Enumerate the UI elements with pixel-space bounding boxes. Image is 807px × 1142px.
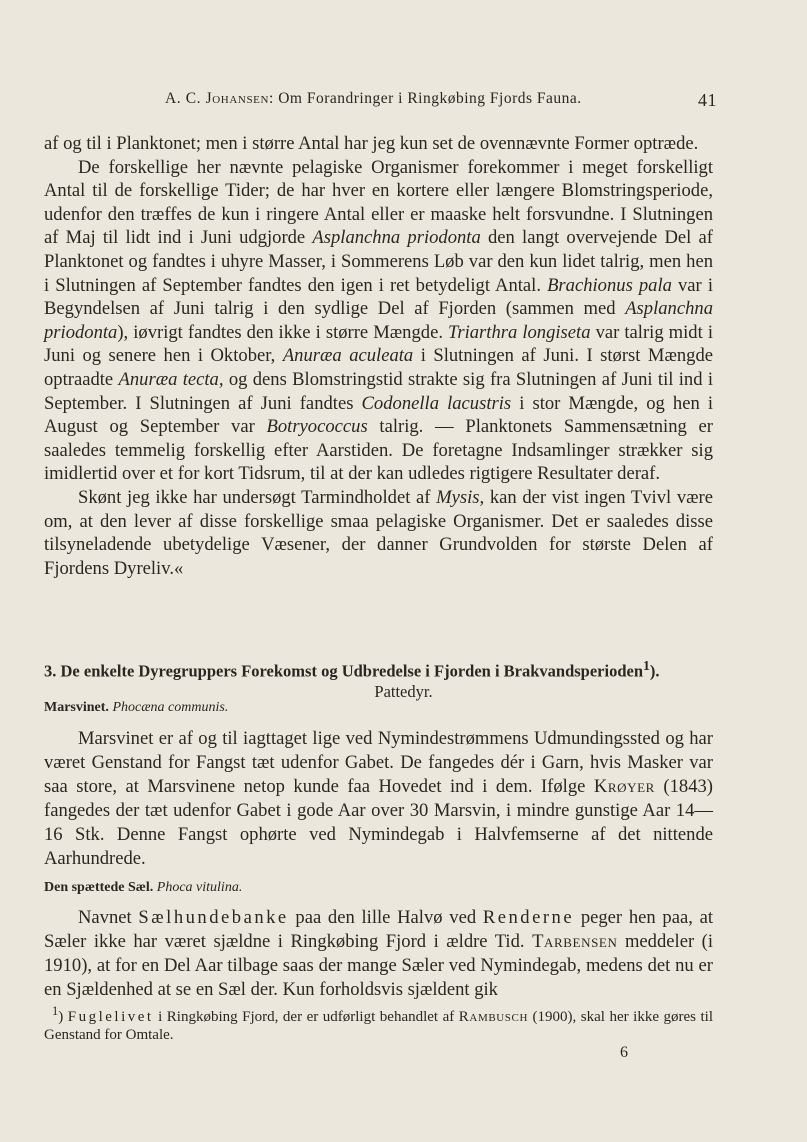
text: ) — [58, 1009, 68, 1025]
text: var talrig midt i Juni og senere hen i Oktober, — [44, 321, 713, 367]
subheading-pattedyr: Pattedyr. — [374, 682, 433, 701]
species-name: Triarthra longiseta — [448, 321, 591, 343]
section-heading — [44, 658, 713, 682]
species-name: Anuræa aculeata — [282, 345, 414, 367]
text: (1900), skal her ikke gøres til Genstand for Omtale. — [44, 1009, 714, 1043]
text: Navnet — [78, 907, 139, 928]
main-text-block — [44, 132, 713, 580]
text: paa den lille Halvø ved — [288, 907, 483, 928]
footnote — [44, 1002, 713, 1044]
section-title: De enkelte Dyregruppers Forekomst og Udbredelse i Fjorden i Brakvandsperioden — [60, 661, 644, 681]
species-common-name: Marsvinet. — [44, 700, 109, 715]
species-name: Anuræa tecta, — [118, 368, 224, 390]
footnote-marker: 1 — [52, 1004, 59, 1018]
text: kan der vist ingen Tvivl være om, at den lever af disse forskellige smaa pelagiske Organismer. Det er saaledes disse tilsyneladende ubetydelige Væsener, der danner Grundvolden for største Delen af Fjordens Dyreliv.« — [44, 486, 713, 579]
footnote-marker: 1 — [643, 658, 650, 673]
text: ). — [649, 661, 660, 681]
author-name: Tarbensen — [532, 931, 618, 952]
text: i Ringkøbing Fjord, der er udførligt behandlet af — [153, 1009, 459, 1025]
text: meddeler (i 1910), at for en Del Aar tilbage saas der mange Sæler ved Nymindegab, medens det nu er en Sjældenhed at se en Sæl der. Kun forholdsvis sjældent gik — [44, 931, 714, 1000]
species-name: Botryococcus — [266, 416, 368, 438]
footnote-text — [44, 1002, 713, 1044]
page-number: 41 — [698, 90, 717, 110]
text: i Slutningen af Juni. I størst Mængde optraadte — [44, 345, 714, 390]
text: Skønt jeg ikke har undersøgt Tarmindholdet af — [78, 486, 437, 508]
text: peger hen paa, at Sæler ikke har været sjældne i Ringkøbing Fjord i ældre Tid. — [44, 907, 714, 952]
signature-mark: 6 — [620, 1044, 628, 1061]
species-name: Asplanchna priodonta — [312, 227, 481, 249]
text: De forskellige her nævnte pelagiske Organismer forekommer i meget forskelligt Antal til de forskellige Tider; de har hver en kortere eller længere Blomstringsperiode, udenfor den træffes de kun i ringere Antal eller er maaske helt forsvundne. I Slutningen af Maj til lidt ind i Juni udgjorde — [44, 156, 713, 249]
text: (1843) fangedes der tæt udenfor Gabet i gode Aar over 30 Marsvin, i mindre gunstige Aar 14—16 Stk. Denne Fangst ophørte ved Nymindegab i Halvfemserne af det nittende Aarhundrede. — [44, 776, 713, 869]
sael-text-block — [44, 906, 713, 1002]
paragraph-1: af og til i Planktonet; men i større Antal har jeg kun set de ovennævnte Former optræde. — [44, 133, 699, 154]
header-author: A. C. Johansen — [165, 90, 270, 107]
spaced-name: Renderne — [482, 907, 575, 928]
text: i stor Mængde, og hen i August og September var — [44, 392, 714, 438]
text: ), iøvrigt fandtes den ikke i større Mængde. — [117, 321, 449, 343]
author-name: Rambusch — [458, 1009, 529, 1025]
running-header — [165, 90, 717, 108]
species-latin-name: Phoca vitulina. — [156, 880, 243, 895]
species-name: Mysis, — [436, 486, 485, 508]
paragraph-4 — [44, 727, 713, 871]
author-name: Krøyer — [593, 776, 655, 797]
species-heading-marsvinet — [44, 700, 228, 716]
paragraph-5 — [44, 906, 713, 1002]
species-name: Brachionus pala — [547, 274, 672, 296]
species-latin-name: Phocæna communis. — [112, 700, 229, 715]
paragraph-3 — [44, 486, 713, 580]
text: var i Begyndelsen af Juni talrig i den sydlige Del af Fjorden (sammen med — [44, 274, 713, 320]
spaced-name: Fuglelivet — [67, 1009, 154, 1025]
spaced-name: Sælhundebanke — [138, 907, 289, 928]
species-name: Codonella lacustris — [361, 392, 512, 414]
species-common-name: Den spættede Sæl. — [44, 880, 154, 895]
marsvinet-text-block — [44, 727, 713, 871]
species-name: Asplanchna priodonta — [44, 298, 713, 343]
section-number: 3. — [44, 661, 57, 681]
text: og dens Blomstringstid strakte sig fra Slutningen af Juni til ind i September. I Slutningen af Juni fandtes — [44, 368, 713, 414]
text: Marsvinet er af og til iagttaget lige ved Nymindestrømmens Udmundingssted og har været Genstand for Fangst tæt udenfor Gabet. De fangedes dér i Garn, hvis Masker var saa store, at Marsvinene netop kunde faa Hovedet ind i dem. Ifølge — [44, 728, 713, 797]
text: talrig. — Planktonets Sammensætning er saaledes temmelig forskellig efter Aarstiden. De foretagne Indsamlinger strækker sig imidlertid over et for kort Tidsrum, til at der kan udledes rigtigere Resultater deraf. — [44, 416, 713, 485]
text: den langt overvejende Del af Planktonet og fandtes i uhyre Masser, i Sommerens Løb var den kun lidet talrig, men hen i Slutningen af September fandtes den igen i ret betydeligt Antal. — [44, 227, 713, 296]
paragraph-2 — [44, 156, 713, 486]
species-heading-sael — [44, 880, 242, 896]
header-title: : Om Forandringer i Ringkøbing Fjords Fauna. — [269, 90, 582, 107]
